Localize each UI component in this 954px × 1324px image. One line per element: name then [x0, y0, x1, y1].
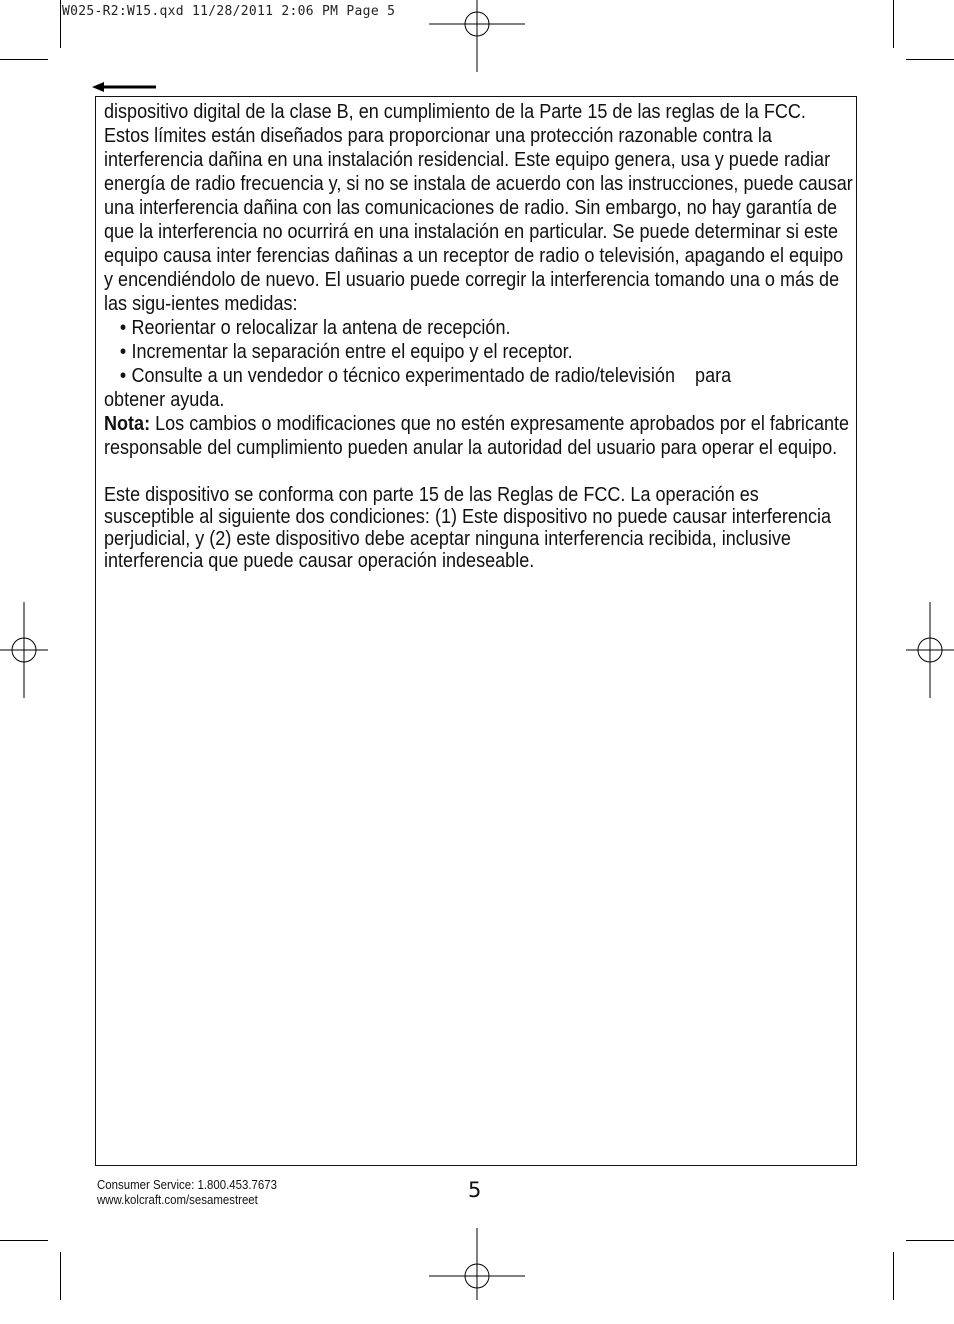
crop-mark-icon	[60, 1252, 61, 1300]
nota-text: Los cambios o modificaciones que no estén expresamente aprobados por el fabricante responsable del cumplimiento pueden anular la autoridad del usuario para operar el equipo.	[104, 412, 850, 459]
list-item: • Consulte a un vendedor o técnico experimentado de radio/televisión para	[119, 364, 732, 387]
list-item: • Incrementar la separación entre el equipo y el receptor.	[119, 340, 573, 363]
nota-label: Nota:	[104, 412, 151, 435]
registration-mark-icon	[429, 1228, 525, 1324]
crop-mark-icon	[893, 0, 894, 48]
crop-mark-icon	[906, 1240, 954, 1241]
registration-mark-icon	[429, 0, 525, 72]
crop-mark-icon	[893, 1252, 894, 1300]
list-item: • Reorientar o relocalizar la antena de recepción.	[119, 316, 511, 339]
page-number: 5	[468, 1178, 482, 1202]
registration-mark-icon	[906, 602, 954, 698]
crop-mark-icon	[906, 59, 954, 60]
nota-paragraph	[104, 412, 854, 460]
registration-mark-icon	[0, 602, 48, 698]
crop-mark-icon	[60, 0, 61, 48]
crop-mark-icon	[0, 1240, 48, 1241]
footer-contact	[97, 1177, 277, 1207]
left-arrow-icon	[92, 80, 156, 94]
conformance-paragraph: Este dispositivo se conforma con parte 15 de las Reglas de FCC. La operación es susceptible al siguiente dos condiciones: (1) Este dispositivo no puede causar interferencia perjudicial, y (2) este dispositivo debe aceptar ninguna interferencia recibida, inclusive interferencia que puede causar operación indeseable.	[104, 483, 832, 572]
remedy-list	[104, 316, 854, 388]
crop-mark-icon	[0, 59, 48, 60]
website-link[interactable]: www.kolcraft.com/sesamestreet	[97, 1192, 258, 1207]
consumer-service-line: Consumer Service: 1.800.453.7673	[97, 1177, 277, 1192]
fcc-notice	[104, 100, 854, 572]
print-slug: W025-R2:W15.qxd 11/28/2011 2:06 PM Page 5	[62, 4, 396, 19]
fcc-paragraph: dispositivo digital de la clase B, en cumplimiento de la Parte 15 de las reglas de la FCC. Estos límites están diseñados para proporcionar una protección razonable contra la interferencia dañina en una instalación residencial. Este equipo genera, usa y puede radiar energía de radio frecuencia y, si no se instala de acuerdo con las instrucciones, puede causar una interferencia dañina con las comunicaciones de radio. Sin embargo, no hay garantía de que la interferencia no ocurrirá en una instalación en particular. Se puede determinar si este equipo causa inter ferencias dañinas a un receptor de radio o televisión, apagando el equipo y encendiéndolo de nuevo. El usuario puede corregir la interferencia tomando una o más de las sigu-ientes medidas:	[104, 100, 853, 315]
bullet-continuation: obtener ayuda.	[104, 388, 225, 411]
